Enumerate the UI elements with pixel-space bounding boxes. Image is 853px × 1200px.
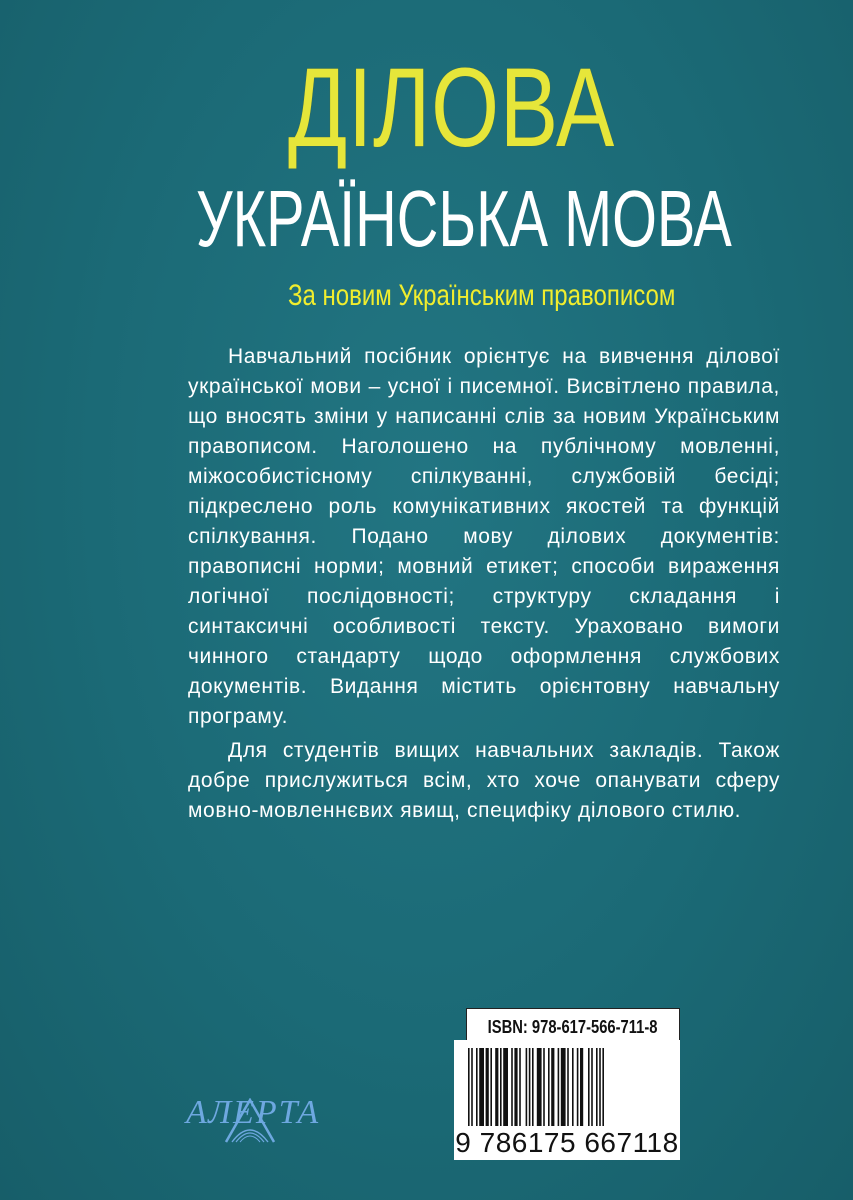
description-paragraph-2: Для студентів вищих навчальних закладів. Також добре прислужиться всім, хто хоче опанувати сферу мовно-мовленнєвих явищ, специфіку ділового стилю. bbox=[188, 739, 780, 822]
publisher-logo bbox=[186, 1090, 386, 1150]
publisher-name: АЛЕРТА bbox=[186, 1094, 321, 1131]
barcode bbox=[454, 1040, 680, 1160]
barcode-bars-icon bbox=[468, 1048, 666, 1126]
subtitle: За новим Українським правописом bbox=[288, 279, 676, 312]
title-sub: УКРАЇНСЬКА МОВА bbox=[196, 174, 732, 263]
description bbox=[188, 342, 780, 826]
barcode-digits: 9 786175 667118 bbox=[455, 1127, 679, 1158]
isbn-text: ISBN: 978-617-566-711-8 bbox=[488, 1016, 658, 1037]
description-paragraph-1: Навчальний посібник орієнтує на вивчення ділової української мови – усної і писемної. Висвітлено правила, що вносять зміни у написанні слів за новим Українським правописом. Наголошено на публічному мовленні, міжособистісному спілкуванні, службовій бесіді; підкреслено роль комунікативних якостей та функцій спілкування. Подано мову ділових документів: правописні норми; мовний етикет; способи вираження логічної послідовності; структуру складання і синтаксичні особливості тексту. Ураховано вимоги чинного стандарту щодо оформлення службових документів. Видання містить орієнтовну навчальну програму. bbox=[188, 345, 780, 728]
title-main: ДІЛОВА bbox=[288, 45, 616, 170]
